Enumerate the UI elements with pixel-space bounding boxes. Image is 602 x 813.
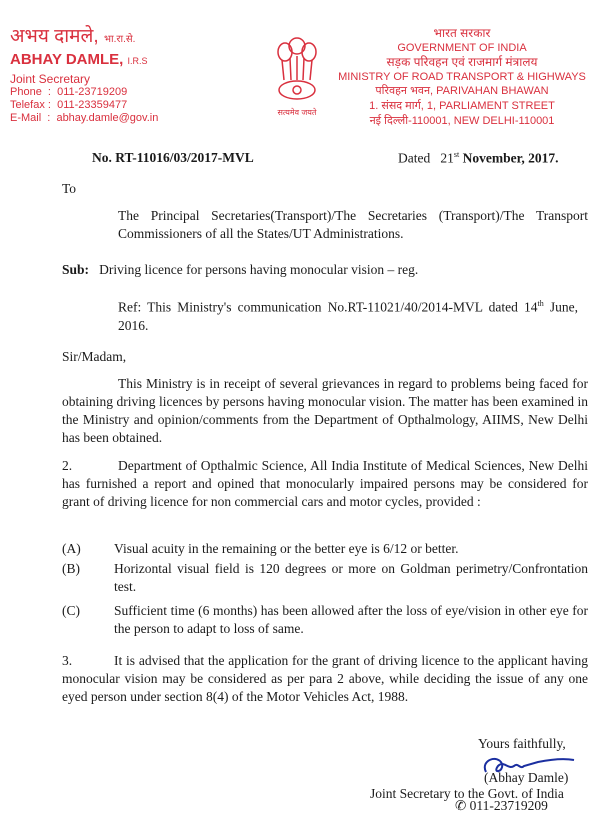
office-line1: भारत सरकार	[433, 26, 491, 40]
paragraph-3-number: 3.	[62, 653, 73, 668]
reference-number: No. RT-11016/03/2017-MVL	[92, 150, 254, 165]
paragraph-2	[62, 457, 588, 511]
sender-service-hindi: भा.रा.से.	[104, 34, 136, 45]
conditions-list	[62, 540, 588, 638]
date-suffix: st	[453, 150, 460, 159]
signatory-phone: ✆ 011-23719209	[455, 798, 548, 813]
recipients: The Principal Secretaries(Transport)/The Secretaries (Transport)/The Transport Commissioners of all the States/UT Administrations.	[118, 208, 588, 241]
sender-name-hindi: अभय दामले,	[10, 26, 99, 47]
condition-label: (C)	[62, 603, 80, 618]
office-line4: MINISTRY OF ROAD TRANSPORT & HIGHWAYS	[338, 71, 586, 83]
reference-text-end: June, 2016.	[118, 299, 578, 333]
office-line7: नई दिल्ली-110001, NEW DELHI-110001	[369, 115, 555, 127]
paragraph-2-text: Department of Opthalmic Science, All India Institute of Medical Sciences, New Delhi has furnished a report and opined that monocularly impaired persons may be considered for grant of driving licence for non commercial cars and motor cycles, provided :	[62, 458, 588, 509]
subject-label: Sub:	[62, 262, 90, 277]
signatory-designation: Joint Secretary to the Govt. of India	[370, 786, 564, 801]
salutation: Sir/Madam,	[62, 349, 127, 364]
to-label: To	[62, 181, 77, 196]
date-month-year: November, 2017.	[462, 150, 559, 166]
reference-suffix: th	[537, 299, 544, 308]
sender-email: E-Mail : abhay.damle@gov.in	[10, 112, 159, 124]
condition-text: Sufficient time (6 months) has been allowed after the loss of eye/vision in other eye for the person to adapt to loss of same.	[114, 603, 588, 636]
condition-item	[62, 602, 588, 638]
condition-text: Visual acuity in the remaining or the better eye is 6/12 or better.	[114, 541, 459, 556]
condition-item	[62, 540, 588, 558]
condition-label: (A)	[62, 541, 81, 556]
condition-item	[62, 560, 588, 596]
office-line5: परिवहन भवन, PARIVAHAN BHAWAN	[375, 85, 549, 97]
national-emblem	[262, 34, 332, 118]
condition-label: (B)	[62, 561, 80, 576]
paragraph-3	[62, 652, 588, 706]
condition-text: Horizontal visual field is 120 degrees or more on Goldman perimetry/Confrontation test.	[114, 561, 588, 594]
office-line6: 1. संसद मार्ग, 1, PARLIAMENT STREET	[369, 100, 555, 112]
sender-phone: Phone : 011-23719209	[10, 86, 128, 98]
letter-date	[398, 150, 558, 167]
office-line3: सड़क परिवहन एवं राजमार्ग मंत्रालय	[386, 55, 538, 69]
sender-block	[10, 26, 158, 125]
paragraph-3-text: It is advised that the application for the grant of driving licence to the applicant having monocular vision may be considered as per para 2 above, while deciding the issue of any one eyed person under section 8(4) of the Motor Vehicles Act, 1988.	[62, 653, 588, 704]
sender-name: ABHAY DAMLE,	[10, 51, 124, 68]
paragraph-2-number: 2.	[62, 458, 73, 473]
sender-designation: Joint Secretary	[10, 72, 91, 86]
sender-service: I.R.S	[127, 56, 148, 66]
date-day: 21	[440, 150, 454, 166]
sender-telefax: Telefax : 011-23359477	[10, 99, 128, 111]
office-block	[332, 26, 592, 129]
closing: Yours faithfully,	[478, 736, 566, 751]
paragraph-1: This Ministry is in receipt of several grievances in regard to problems being faced for obtaining driving licences by persons having monocular vision. The matter has been examined in the Ministry and opinion/comments from the Department of Opthalmology, AIIMS, New Delhi has been obtained.	[62, 376, 588, 445]
signatory-name: (Abhay Damle)	[484, 770, 569, 785]
lion-capital-icon	[272, 34, 322, 102]
reference-text: Ref: This Ministry's communication No.RT-11021/40/2014-MVL dated 14	[118, 299, 538, 315]
dated-label: Dated	[398, 150, 431, 166]
subject-line	[62, 261, 582, 279]
reference-line	[118, 295, 578, 335]
subject-text: Driving licence for persons having monocular vision – reg.	[99, 262, 419, 277]
emblem-motto: सत्यमेव जयते	[277, 108, 317, 117]
office-line2: GOVERNMENT OF INDIA	[397, 42, 527, 54]
